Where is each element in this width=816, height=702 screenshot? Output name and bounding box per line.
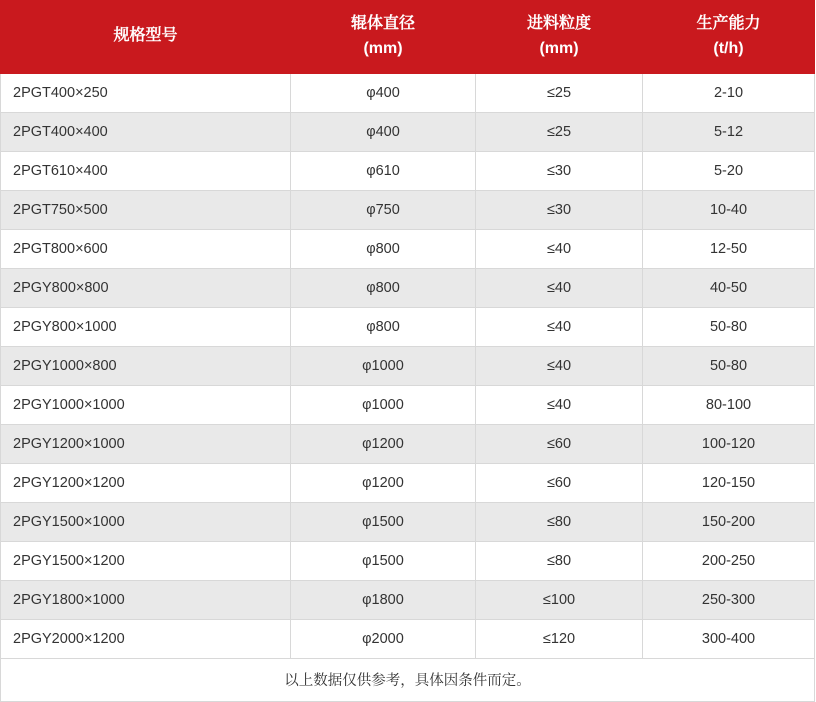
cell-model: 2PGY1200×1000 <box>1 424 291 463</box>
cell-capacity: 300-400 <box>643 619 815 658</box>
table-header <box>1 1 815 74</box>
table-row <box>1 268 815 307</box>
cell-roller-diameter: φ1500 <box>291 541 476 580</box>
cell-capacity: 10-40 <box>643 190 815 229</box>
column-header-roller-diameter-label: 辊体直径 <box>350 15 415 32</box>
column-header-feed-size <box>476 1 643 74</box>
cell-capacity: 12-50 <box>643 229 815 268</box>
cell-capacity: 2-10 <box>643 73 815 112</box>
cell-roller-diameter: φ750 <box>291 190 476 229</box>
cell-roller-diameter: φ800 <box>291 229 476 268</box>
cell-model: 2PGY1000×1000 <box>1 385 291 424</box>
cell-model: 2PGT400×250 <box>1 73 291 112</box>
cell-roller-diameter: φ1200 <box>291 463 476 502</box>
column-header-feed-size-label: 进料粒度 <box>526 15 591 32</box>
cell-model: 2PGY1500×1200 <box>1 541 291 580</box>
cell-roller-diameter: φ400 <box>291 73 476 112</box>
cell-model: 2PGY1800×1000 <box>1 580 291 619</box>
cell-roller-diameter: φ1200 <box>291 424 476 463</box>
table-row <box>1 463 815 502</box>
table-row <box>1 424 815 463</box>
cell-feed-size: ≤40 <box>476 385 643 424</box>
table-row <box>1 73 815 112</box>
cell-capacity: 50-80 <box>643 307 815 346</box>
cell-model: 2PGT610×400 <box>1 151 291 190</box>
table-header-row <box>1 1 815 74</box>
cell-roller-diameter: φ1000 <box>291 385 476 424</box>
cell-feed-size: ≤60 <box>476 463 643 502</box>
cell-capacity: 40-50 <box>643 268 815 307</box>
cell-feed-size: ≤40 <box>476 307 643 346</box>
cell-feed-size: ≤40 <box>476 346 643 385</box>
cell-model: 2PGY1200×1200 <box>1 463 291 502</box>
table-row <box>1 502 815 541</box>
column-header-capacity-unit: (t/h) <box>713 39 744 57</box>
table-row <box>1 580 815 619</box>
cell-feed-size: ≤120 <box>476 619 643 658</box>
cell-model: 2PGY800×1000 <box>1 307 291 346</box>
cell-capacity: 100-120 <box>643 424 815 463</box>
cell-feed-size: ≤30 <box>476 151 643 190</box>
cell-capacity: 200-250 <box>643 541 815 580</box>
table-body <box>1 73 815 658</box>
cell-model: 2PGT400×400 <box>1 112 291 151</box>
table-footer <box>1 658 815 701</box>
cell-roller-diameter: φ800 <box>291 268 476 307</box>
column-header-capacity-label: 生产能力 <box>696 15 761 32</box>
table-row <box>1 112 815 151</box>
column-header-feed-size-unit: (mm) <box>539 39 579 57</box>
cell-roller-diameter: φ800 <box>291 307 476 346</box>
cell-model: 2PGY1000×800 <box>1 346 291 385</box>
cell-capacity: 150-200 <box>643 502 815 541</box>
cell-capacity: 5-12 <box>643 112 815 151</box>
cell-roller-diameter: φ2000 <box>291 619 476 658</box>
table-row <box>1 385 815 424</box>
cell-capacity: 5-20 <box>643 151 815 190</box>
table-footer-row <box>1 658 815 701</box>
cell-capacity: 50-80 <box>643 346 815 385</box>
cell-feed-size: ≤40 <box>476 229 643 268</box>
table-row <box>1 229 815 268</box>
cell-roller-diameter: φ1500 <box>291 502 476 541</box>
column-header-capacity <box>643 1 815 74</box>
table-row <box>1 307 815 346</box>
cell-feed-size: ≤100 <box>476 580 643 619</box>
cell-model: 2PGY1500×1000 <box>1 502 291 541</box>
cell-roller-diameter: φ610 <box>291 151 476 190</box>
cell-roller-diameter: φ400 <box>291 112 476 151</box>
table-row <box>1 190 815 229</box>
table-row <box>1 619 815 658</box>
column-header-model-label: 规格型号 <box>113 27 178 45</box>
cell-model: 2PGT800×600 <box>1 229 291 268</box>
column-header-roller-diameter-unit: (mm) <box>363 39 403 57</box>
cell-model: 2PGY2000×1200 <box>1 619 291 658</box>
column-header-roller-diameter <box>291 1 476 74</box>
table-footnote: 以上数据仅供参考，具体因条件而定。 <box>1 658 815 701</box>
cell-feed-size: ≤40 <box>476 268 643 307</box>
cell-model: 2PGT750×500 <box>1 190 291 229</box>
column-header-model <box>1 1 291 74</box>
cell-feed-size: ≤60 <box>476 424 643 463</box>
cell-roller-diameter: φ1000 <box>291 346 476 385</box>
cell-model: 2PGY800×800 <box>1 268 291 307</box>
cell-capacity: 250-300 <box>643 580 815 619</box>
cell-capacity: 120-150 <box>643 463 815 502</box>
cell-feed-size: ≤25 <box>476 73 643 112</box>
cell-capacity: 80-100 <box>643 385 815 424</box>
cell-feed-size: ≤80 <box>476 541 643 580</box>
table-row <box>1 541 815 580</box>
cell-feed-size: ≤80 <box>476 502 643 541</box>
cell-roller-diameter: φ1800 <box>291 580 476 619</box>
table-row <box>1 151 815 190</box>
cell-feed-size: ≤25 <box>476 112 643 151</box>
table-row <box>1 346 815 385</box>
cell-feed-size: ≤30 <box>476 190 643 229</box>
